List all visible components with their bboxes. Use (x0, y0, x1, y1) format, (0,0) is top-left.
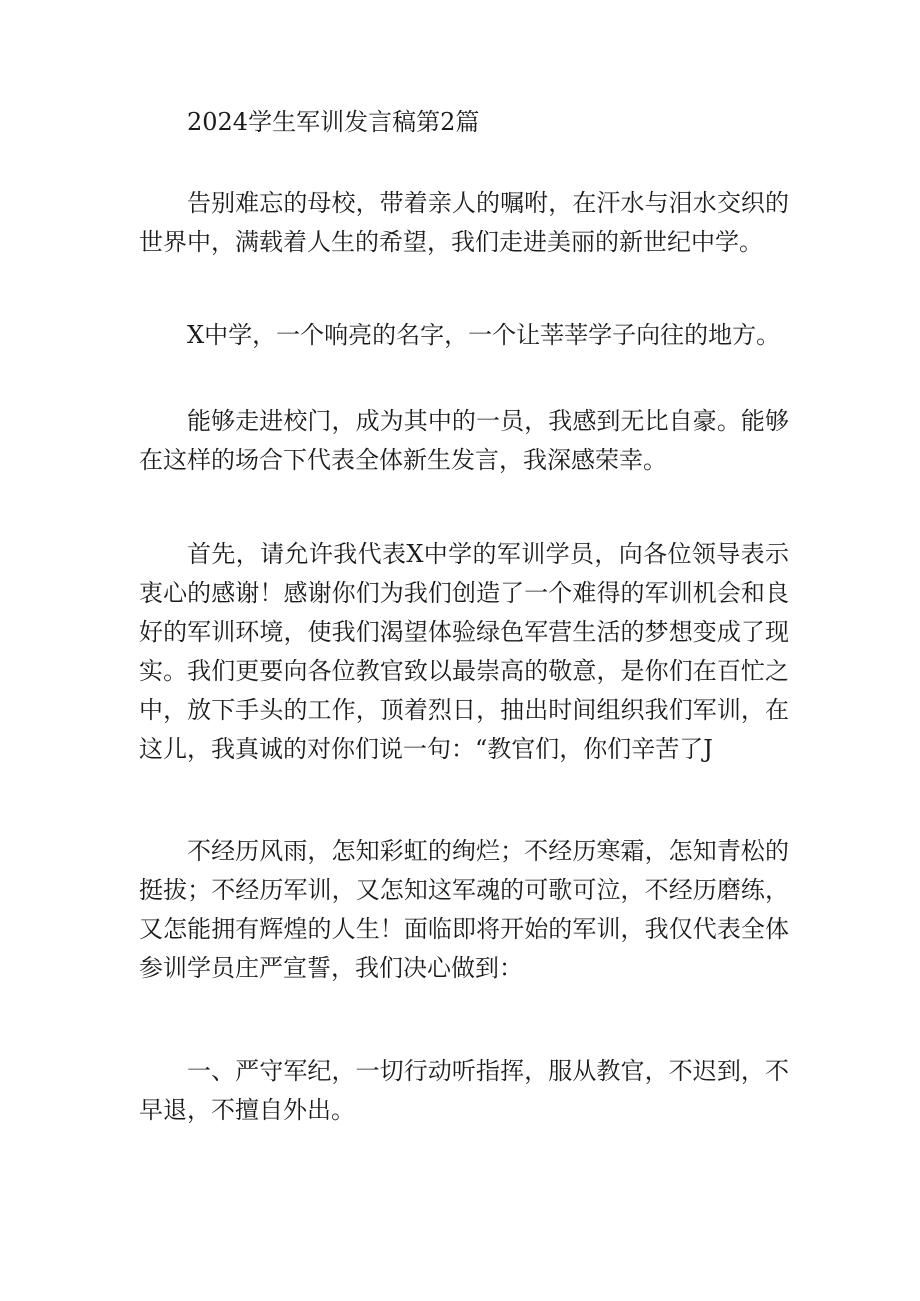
paragraph-1: 告别难忘的母校，带着亲人的嘱咐，在汗水与泪水交织的世界中，满载着人生的希望，我们走进美丽的新世纪中学。 (139, 189, 789, 256)
document-title: 2024学生军训发言稿第2篇 (187, 108, 480, 136)
paragraph-2: X中学，一个响亮的名字，一个让莘莘学子向往的地方。 (187, 321, 781, 349)
paragraph-5: 不经历风雨，怎知彩虹的绚烂；不经历寒霜，怎知青松的挺拔；不经历军训，又怎知这军魂的可歌可泣，不经历磨练，又怎能拥有辉煌的人生！面临即将开始的军训，我仅代表全体参训学员庄严宣誓，我们决心做到： (139, 837, 789, 982)
paragraph-6: 一、严守军纪，一切行动听指挥，服从教官，不迟到，不早退，不擅自外出。 (139, 1057, 789, 1124)
paragraph-3: 能够走进校门，成为其中的一员，我感到无比自豪。能够在这样的场合下代表全体新生发言，我深感荣幸。 (139, 407, 789, 474)
paragraph-4: 首先，请允许我代表X中学的军训学员，向各位领导表示衷心的感谢！感谢你们为我们创造了一个难得的军训机会和良好的军训环境，使我们渴望体验绿色军营生活的梦想变成了现实。我们更要向各位教官致以最崇高的敬意，是你们在百忙之中，放下手头的工作，顶着烈日，抽出时间组织我们军训，在这儿，我真诚的对你们说一句：“教官们，你们辛苦了J (139, 540, 789, 763)
